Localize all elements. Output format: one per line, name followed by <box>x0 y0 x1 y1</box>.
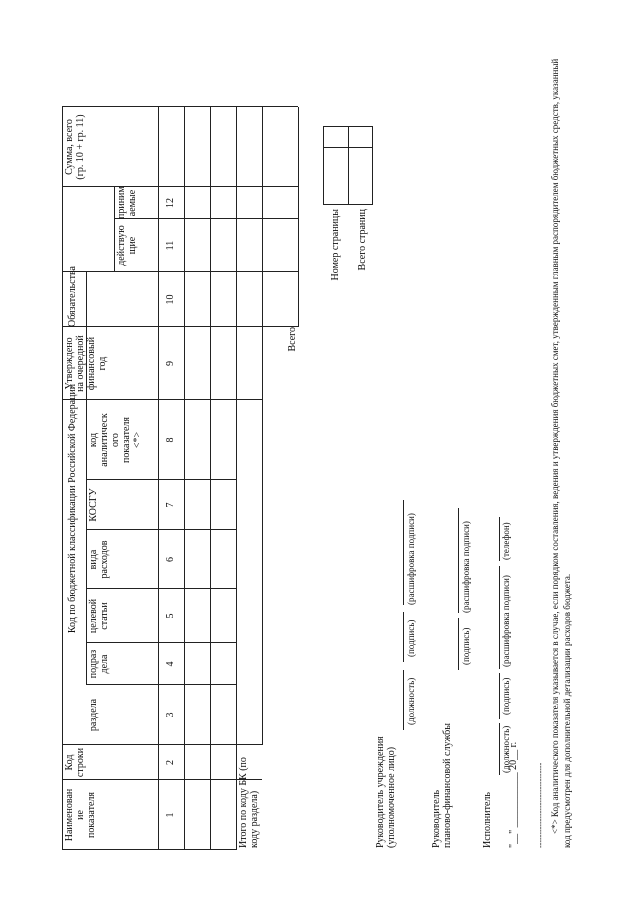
obligations-underline <box>114 187 115 272</box>
header-total-sum: Сумма, всего (гр. 10 + гр. 11) <box>64 114 86 180</box>
executor-decoding-line <box>499 566 500 669</box>
column-number: 6 <box>165 557 176 562</box>
column-number: 9 <box>165 361 176 366</box>
head-decoding-line <box>403 500 404 605</box>
column-number: 5 <box>165 613 176 619</box>
header-accepted: приним аемые <box>116 186 138 219</box>
column-number: 1 <box>165 812 176 818</box>
footnote-text: <*> Код аналитического показателя указывается в случае, если порядком составления, ведения и утверждения бюджетных смет, утвержденным главным распорядителем бюджетных средств, указанный код предусмотрен для дополнительной детализации расходов бюджета. <box>550 58 572 848</box>
column-number: 2 <box>165 760 176 765</box>
column-number: 11 <box>165 240 176 251</box>
header-obligations: Обязательства <box>67 266 78 327</box>
footnote-separator: -------------------------------- <box>536 762 545 848</box>
executor-position-line <box>499 723 500 775</box>
finance-caption-signature: (подпись) <box>461 627 471 665</box>
column-number: 12 <box>165 198 176 208</box>
header-approved: Утверждено на очередной финансовый год <box>64 335 108 392</box>
finance-caption-decoding: (расшифровка подписи) <box>461 521 471 613</box>
column-number: 10 <box>165 294 176 305</box>
page-box-divider <box>348 126 349 205</box>
header-bk-group: Код по бюджетной классификации Российской Федерации <box>67 383 78 634</box>
table-top-border <box>62 107 63 850</box>
page-box-separator <box>323 147 373 148</box>
finance-title: Руководитель планово-финансовой службы <box>431 723 453 848</box>
finance-decoding-line <box>458 508 459 613</box>
header-vida: вида расходов <box>88 540 110 579</box>
executor-caption-phone: (телефон) <box>501 522 511 560</box>
header-analytic: код аналитическ ого показателя <*> <box>88 413 143 467</box>
total-pages-label: Всего страниц <box>357 209 368 271</box>
header-code: Код строки <box>64 747 86 778</box>
head-title: Руководитель учреждения (уполномоченное лицо) <box>375 736 397 848</box>
header-current: действую щие <box>116 225 138 266</box>
column-number: 3 <box>165 712 176 718</box>
column-number: 8 <box>165 437 176 443</box>
header-celevoy: целевой статьи <box>88 598 110 634</box>
header-kosgu: КОСГУ <box>88 488 99 522</box>
total-row-bottom <box>298 107 299 327</box>
col-border-11 <box>114 218 298 219</box>
subtotal-label: Итого по коду БК (по коду раздела) <box>238 757 260 848</box>
header-name: Наименован ие показателя <box>64 788 97 842</box>
executor-caption-signature: (подпись) <box>501 677 511 715</box>
total-label: Всего <box>287 327 298 352</box>
head-signature-line <box>403 612 404 662</box>
header-podrazdela: подраз дела <box>88 649 110 679</box>
col-border-10 <box>62 271 298 272</box>
column-number: 4 <box>165 661 176 667</box>
executor-signature-line <box>499 673 500 719</box>
page-number-label: Номер страницы <box>330 209 341 281</box>
header-razdela: раздела <box>88 698 99 732</box>
head-caption-position: (должность) <box>406 677 416 725</box>
col-border-12 <box>62 186 298 187</box>
date-line: "__" ___________ 20__ г. <box>508 741 519 848</box>
column-number: 7 <box>165 502 176 508</box>
executor-caption-position: (должность) <box>501 725 511 773</box>
head-caption-signature: (подпись) <box>406 619 416 657</box>
executor-title: Исполнитель <box>482 792 493 848</box>
finance-signature-line <box>458 618 459 670</box>
head-position-line <box>403 670 404 730</box>
executor-phone-line <box>499 517 500 561</box>
col-border-13 <box>62 106 298 107</box>
head-caption-decoding: (расшифровка подписи) <box>406 513 416 605</box>
executor-caption-decoding: (расшифровка подписи) <box>501 575 511 667</box>
subtotal-row-bottom <box>262 107 263 745</box>
